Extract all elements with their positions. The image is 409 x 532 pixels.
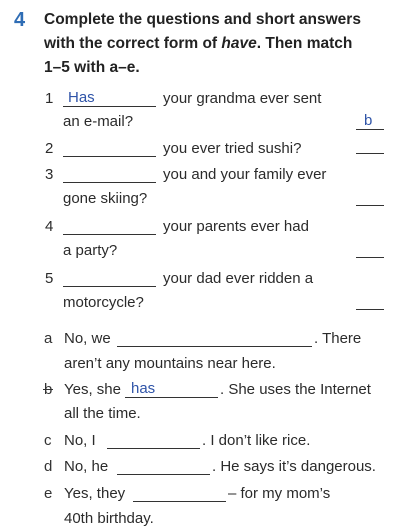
answer-text: Yes, she	[64, 381, 121, 398]
answer-blank[interactable]	[117, 346, 312, 347]
answer-blank[interactable]	[63, 182, 156, 183]
answer-letter: e	[44, 485, 53, 502]
answer-blank[interactable]	[107, 448, 200, 449]
question-text: your dad ever ridden a	[163, 270, 314, 287]
answer-text: No, I	[64, 432, 96, 449]
instruction-line-2: with the correct form of have. Then match	[44, 35, 353, 52]
question-text-cont: an e-mail?	[63, 113, 134, 130]
answer-text: . I don’t like rice.	[202, 432, 311, 449]
answer-letter-crossed: b	[44, 381, 53, 398]
question-number: 5	[45, 270, 54, 287]
answer-letter: c	[44, 432, 52, 449]
answer-blank[interactable]	[63, 234, 156, 235]
instruction-line-3: 1–5 with a–e.	[44, 59, 140, 76]
question-text-cont: gone skiing?	[63, 190, 148, 207]
match-blank[interactable]	[356, 205, 384, 206]
question-number: 2	[45, 140, 54, 157]
handwritten-answer: has	[131, 380, 156, 397]
answer-blank[interactable]	[125, 397, 218, 398]
answer-text-cont: all the time.	[64, 405, 141, 422]
answer-blank[interactable]	[117, 474, 210, 475]
question-text: you and your family ever	[163, 166, 327, 183]
answer-text-cont: aren’t any mountains near here.	[64, 355, 276, 372]
answer-text: No, he	[64, 458, 109, 475]
answer-text: . He says it’s dangerous.	[212, 458, 376, 475]
answer-text: No, we	[64, 330, 111, 347]
answer-text: Yes, they	[64, 485, 126, 502]
question-number: 3	[45, 166, 54, 183]
question-number: 4	[45, 218, 54, 235]
match-blank[interactable]	[356, 257, 384, 258]
question-text: you ever tried sushi?	[163, 140, 302, 157]
answer-letter: a	[44, 330, 53, 347]
answer-blank[interactable]	[133, 501, 226, 502]
handwritten-answer: Has	[68, 89, 95, 106]
answer-letter: d	[44, 458, 53, 475]
question-number: 1	[45, 90, 54, 107]
match-blank[interactable]	[356, 153, 384, 154]
answer-text-cont: 40th birthday.	[64, 510, 154, 527]
exercise-number: 4	[14, 9, 26, 31]
handwritten-match: b	[364, 112, 373, 129]
question-text: your grandma ever sent	[163, 90, 322, 107]
question-text-cont: a party?	[63, 242, 118, 259]
question-text: your parents ever had	[163, 218, 309, 235]
answer-blank[interactable]	[63, 106, 156, 107]
answer-text: – for my mom’s	[228, 485, 331, 502]
answer-text: . She uses the Internet	[220, 381, 371, 398]
match-blank[interactable]	[356, 129, 384, 130]
answer-blank[interactable]	[63, 286, 156, 287]
answer-text: . There	[314, 330, 362, 347]
match-blank[interactable]	[356, 309, 384, 310]
question-text-cont: motorcycle?	[63, 294, 144, 311]
instruction-line-1: Complete the questions and short answers	[44, 11, 361, 28]
answer-blank[interactable]	[63, 156, 156, 157]
